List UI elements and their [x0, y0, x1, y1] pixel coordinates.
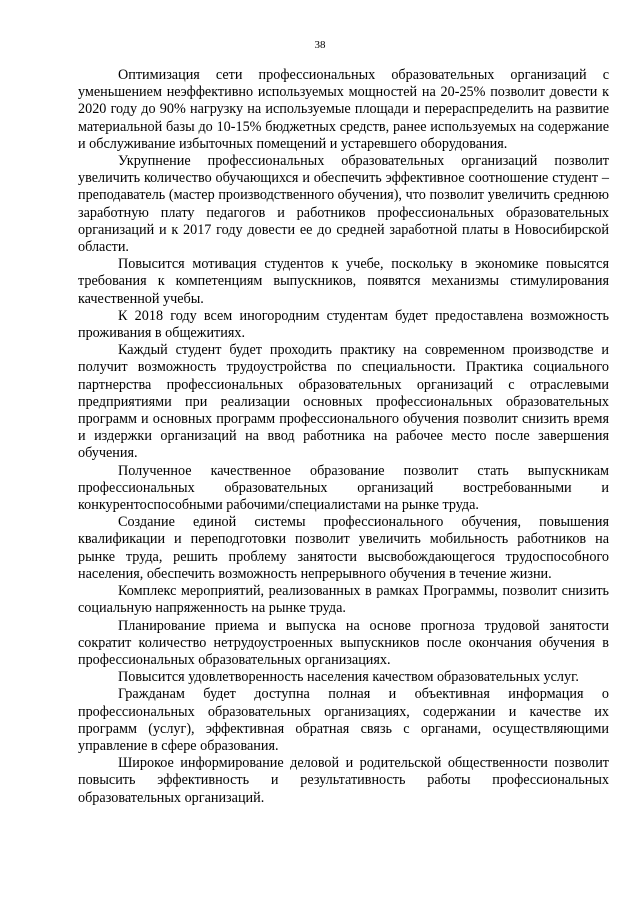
paragraph-satisfaction: Повысится удовлетворенность населения качеством образовательных услуг.: [118, 669, 579, 686]
paragraph-unified-training-system: Создание единой системы профессионального обучения, повышения квалификации и переподготовки позволит увеличить мобильность работников на рынке труда, решить проблему занятости высвобождающегося трудоспособного населения, обеспечить возможность непрерывного обучения в течение жизни.: [78, 514, 609, 582]
paragraph-network-optimization: Оптимизация сети профессиональных образовательных организаций с уменьшением неэффективно используемых мощностей на 20-25% позволит довести к 2020 году до 90% нагрузку на используемые площади и перераспределить на развитие материальной базы до 10-15% бюджетных средств, ранее используемых на содержание и обслуживание избыточных помещений и устаревшего оборудования.: [78, 67, 609, 152]
paragraph-practice-employment: Каждый студент будет проходить практику на современном производстве и получит возможность трудоустройства по специальности. Практика социального партнерства профессиональных образовательных организаций с отраслевыми предприятиями при реализации основных профессиональных образовательных программ и основных программ профессионального обучения позволит снизить время и издержки организаций на ввод работника на рабочее место после завершения обучения.: [78, 342, 609, 462]
paragraph-information-access: Гражданам будет доступна полная и объективная информация о профессиональных образовательных организациях, содержании и качестве их программ (услуг), эффективная обратная связь с органами, осуществляющими управление в сфере образования.: [78, 686, 609, 754]
paragraph-consolidation: Укрупнение профессиональных образовательных организаций позволит увеличить количество обучающихся и обеспечить эффективное соотношение студент – преподаватель (мастер производственного обучения), что позволит увеличить среднюю заработную плату педагогов и работников профессиональных образовательных организаций и к 2017 году довести ее до средней заработной платы в Новосибирской области.: [78, 153, 609, 256]
paragraph-dormitories: К 2018 году всем иногородним студентам будет предоставлена возможность проживания в общежитиях.: [78, 307, 609, 342]
paragraph-quality-education: Полученное качественное образование позволит стать выпускникам профессиональных образовательных организаций востребованными и конкурентоспособными рабочими/специалистами на рынке труда.: [78, 462, 609, 514]
paragraph-admission-planning: Планирование приема и выпуска на основе прогноза трудовой занятости сократит количество нетрудоустроенных выпускников после окончания обучения в профессиональных образовательных организациях.: [78, 617, 609, 668]
paragraph-public-informing: Широкое информирование деловой и родительской общественности позволит повысить эффективность и результативность работы профессиональных образовательных организаций.: [78, 755, 609, 806]
document-body: [78, 67, 609, 807]
page-number: 38: [314, 39, 326, 51]
paragraph-program-measures: Комплекс мероприятий, реализованных в рамках Программы, позволит снизить социальную напряженность на рынке труда.: [78, 583, 609, 617]
paragraph-student-motivation: Повысится мотивация студентов к учебе, поскольку в экономике повысятся требования к компетенциям выпускников, появятся механизмы стимулирования качественной учебы.: [78, 256, 609, 307]
